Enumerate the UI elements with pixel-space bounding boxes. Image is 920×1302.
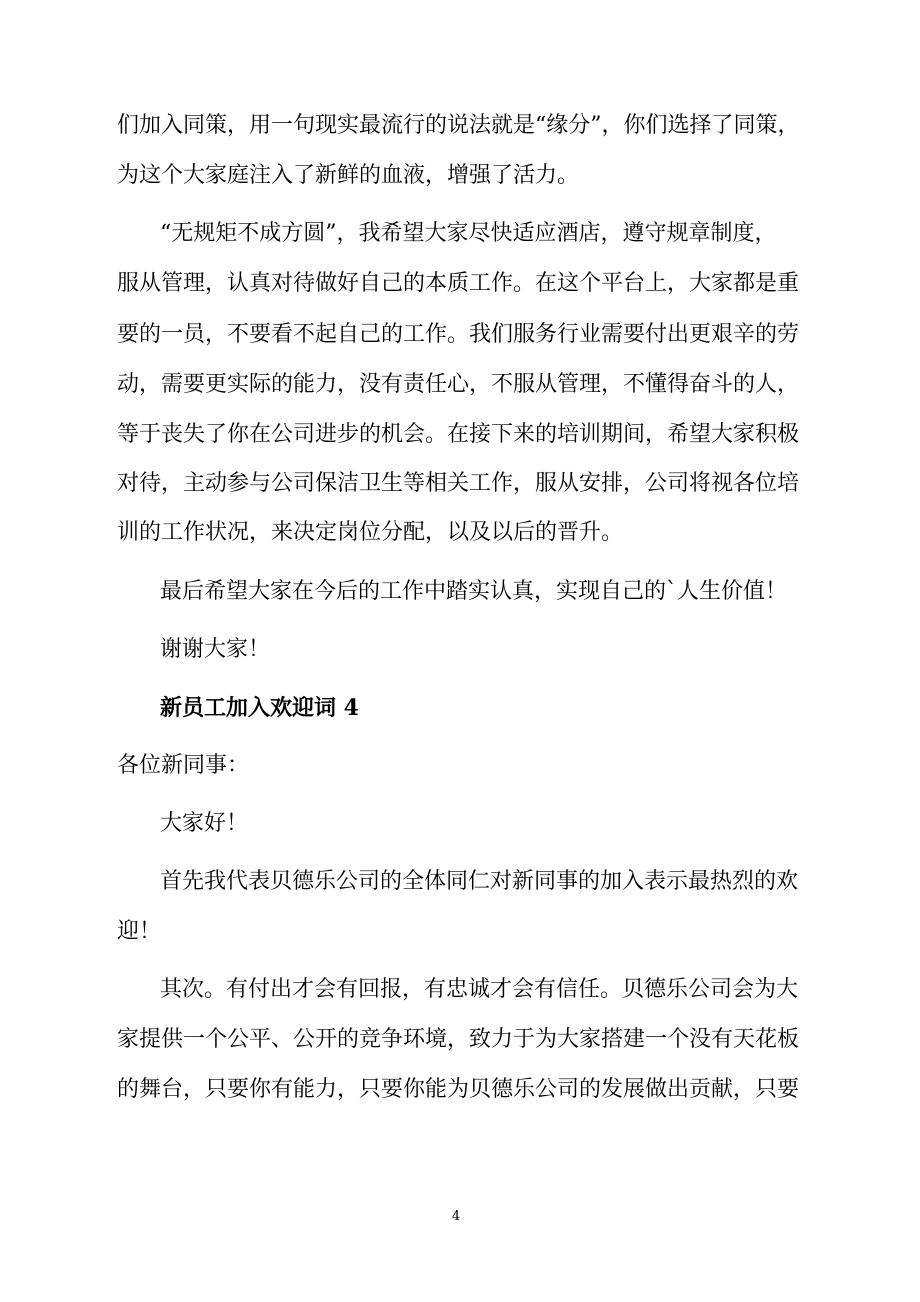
paragraph-line: 其次。有付出才会有回报，有忠诚才会有信任。贝德乐公司会为大 xyxy=(160,977,799,1002)
greeting: 大家好！ xyxy=(160,811,249,836)
paragraph-line: 动，需要更实际的能力，没有责任心，不服从管理，不懂得奋斗的人， xyxy=(117,372,800,397)
paragraph-line: 要的一员，不要看不起自己的工作。我们服务行业需要付出更艰辛的劳 xyxy=(117,322,800,347)
paragraph-line: 对待，主动参与公司保洁卫生等相关工作，服从安排，公司将视各位培 xyxy=(117,471,800,496)
paragraph-line: 为这个大家庭注入了新鲜的血液，增强了活力。 xyxy=(117,163,580,188)
paragraph-line: 家提供一个公平、公开的竞争环境，致力于为大家搭建一个没有天花板 xyxy=(117,1027,800,1052)
section-heading: 新员工加入欢迎词 4 xyxy=(160,695,359,721)
paragraph-line: 训的工作状况，来决定岗位分配，以及以后的晋升。 xyxy=(117,520,624,545)
paragraph-line: 等于丧失了你在公司进步的机会。在接下来的培训期间，希望大家积极 xyxy=(117,422,800,447)
paragraph-line: 们加入同策，用一句现实最流行的说法就是“缘分”，你们选择了同策， xyxy=(117,113,800,138)
paragraph-line: 最后希望大家在今后的工作中踏实认真，实现自己的`人生价值！ xyxy=(160,579,788,604)
salutation: 各位新同事： xyxy=(117,753,250,778)
paragraph-line: “无规矩不成方圆”，我希望大家尽快适应酒店，遵守规章制度， xyxy=(160,221,777,246)
paragraph-line: 服从管理，认真对待做好自己的本质工作。在这个平台上，大家都是重 xyxy=(117,271,800,296)
paragraph-line: 迎！ xyxy=(117,919,162,944)
paragraph-line: 谢谢大家！ xyxy=(160,637,271,662)
page-number: 4 xyxy=(451,1209,461,1224)
paragraph-line: 首先我代表贝德乐公司的全体同仁对新同事的加入表示最热烈的欢 xyxy=(160,869,799,894)
paragraph-line: 的舞台，只要你有能力，只要你能为贝德乐公司的发展做出贡献，只要 xyxy=(117,1077,800,1102)
